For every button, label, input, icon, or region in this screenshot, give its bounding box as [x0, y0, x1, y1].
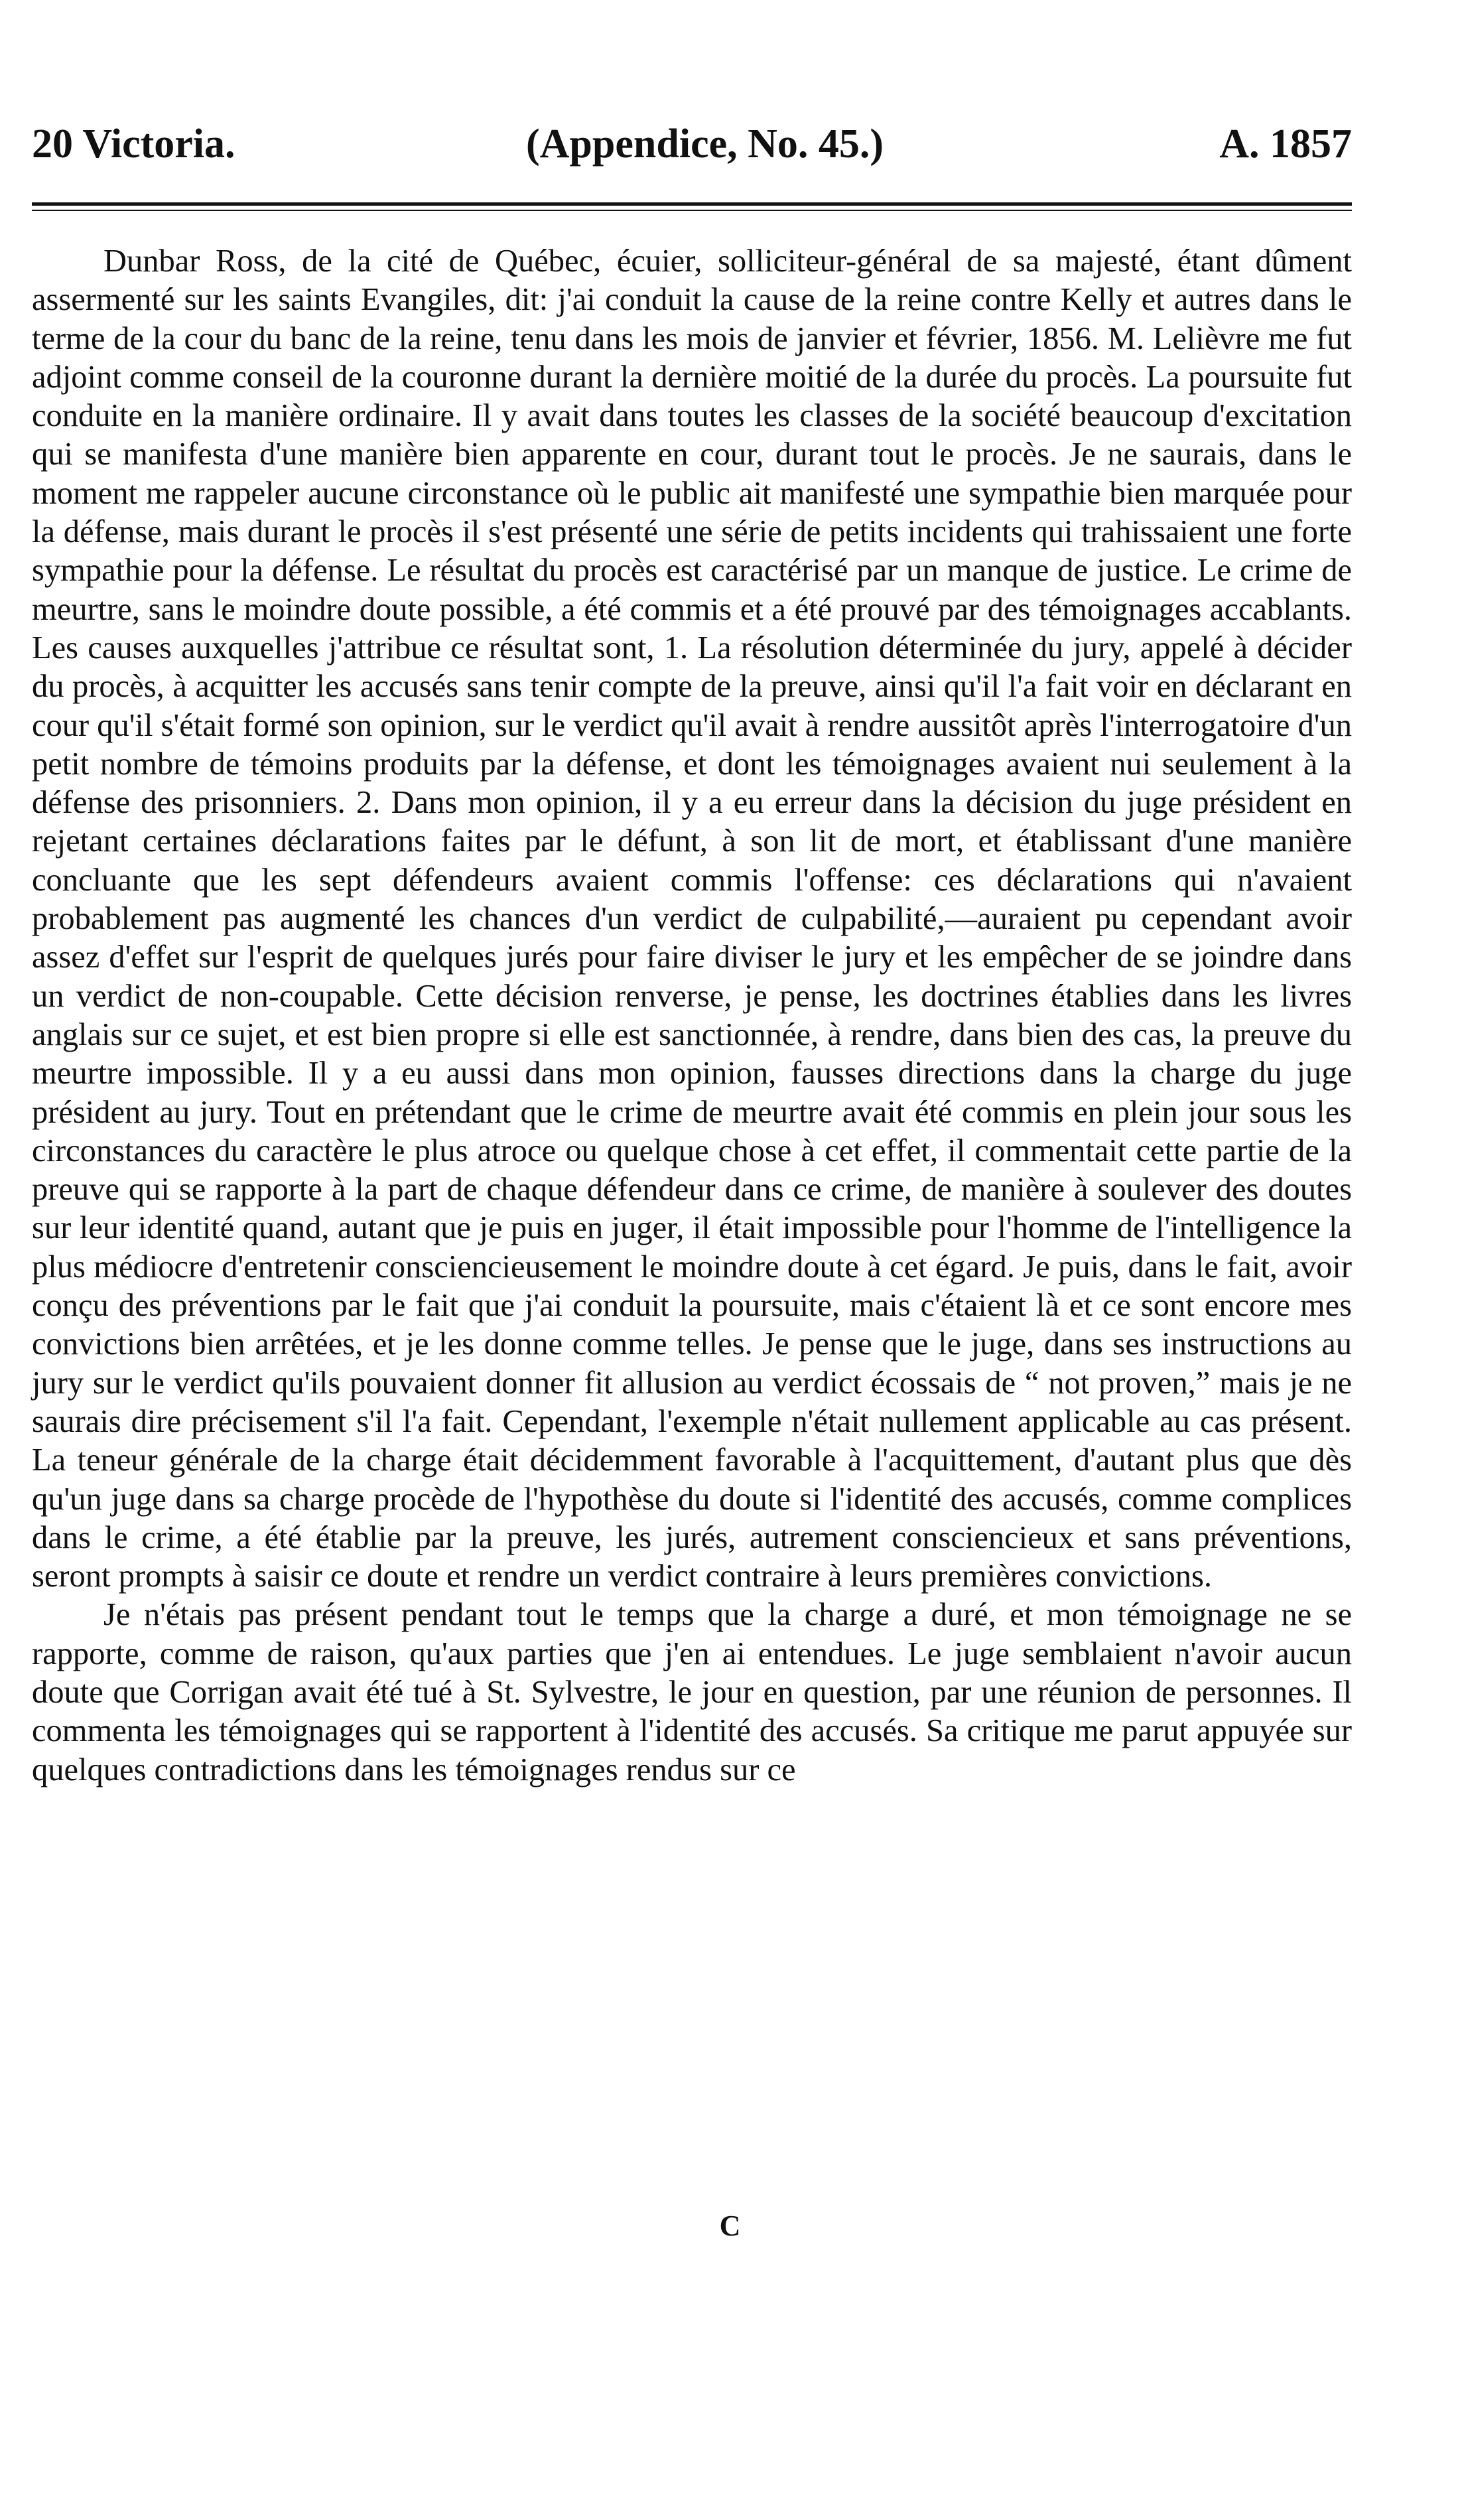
header-year: A. 1857 — [1219, 121, 1352, 167]
paragraph-testimony-1: Dunbar Ross, de la cité de Québec, écuier, solliciteur-général de sa majesté, étant dûment assermenté sur les saints Evangiles, dit: j'ai conduit la cause de la reine contre Kelly et autres dans le terme de la cour du banc de la reine, tenu dans les mois de janvier et février, 1856. M. Lelièvre me fut adjoint comme conseil de la couronne durant la dernière moitié de la durée du procès. La poursuite fut conduite en la manière ordinaire. Il y avait dans toutes les classes de la société beaucoup d'excitation qui se manifesta d'une manière bien apparente en cour, durant tout le procès. Je ne saurais, dans le moment me rappeler aucune circonstance où le public ait manifesté une sympathie bien marquée pour la défense, mais durant le procès il s'est présenté une série de petits incidents qui trahissaient une forte sympathie pour la défense. Le résultat du procès est caractérisé par un manque de justice. Le crime de meurtre, sans le moindre doute possible, a été commis et a été prouvé par des témoignages accablants. Les causes auxquelles j'attribue ce résultat sont, 1. La résolution déterminée du jury, appelé à décider du procès, à acquitter les accusés sans tenir compte de la preuve, ainsi qu'il l'a fait voir en déclarant en cour qu'il s'était formé son opinion, sur le verdict qu'il avait à rendre aussitôt après l'interrogatoire d'un petit nombre de témoins produits par la défense, et dont les témoignages avaient nui seulement à la défense des prisonniers. 2. Dans mon opinion, il y a eu erreur dans la décision du juge président en rejetant certaines déclarations faites par le défunt, à son lit de mort, et établissant d'une manière concluante que les sept défendeurs avaient commis l'offense: ces déclarations qui n'avaient probablement pas augmenté les chances d'un verdict de culpabilité,—auraient pu cependant avoir assez d'effet sur l'esprit de quelques jurés pour faire diviser le jury et les empêcher de se joindre dans un verdict de non-coupable. Cette décision renverse, je pense, les doctrines établies dans les livres anglais sur ce sujet, et est bien propre si elle est sanctionnée, à rendre, dans bien des cas, la preuve du meurtre impossible. Il y a eu aussi dans mon opinion, fausses directions dans la charge du juge président au jury. Tout en prétendant que le crime de meurtre avait été commis en plein jour sous les circonstances du caractère le plus atroce ou quelque chose à cet effet, il commentait cette partie de la preuve qui se rapporte à la part de chaque défendeur dans ce crime, de manière à soulever des doutes sur leur identité quand, autant que je puis en juger, il était impossible pour l'homme de l'intelligence la plus médiocre d'entretenir consciencieusement le moindre doute à cet égard. Je puis, dans le fait, avoir conçu des préventions par le fait que j'ai conduit la poursuite, mais c'étaient là et ce sont encore mes convictions bien arrêtées, et je les donne comme telles. Je pense que le juge, dans ses instructions au jury sur le verdict qu'ils pouvaient donner fit allusion au verdict écossais de “ not proven,” mais je ne saurais dire précisement s'il l'a fait. Cependant, l'exemple n'était nullement applicable au cas présent. La teneur générale de la charge était décidemment favorable à l'acquittement, d'autant plus que dès qu'un juge dans sa charge procède de l'hypothèse du doute si l'identité des accusés, comme complices dans le crime, a été établie par la preuve, les jurés, autrement consciencieux et sans préventions, seront prompts à saisir ce doute et rendre un verdict contraire à leurs premières convictions. — [32, 244, 1352, 1594]
header-rule-thin — [32, 210, 1352, 211]
paragraph-testimony-2: Je n'étais pas présent pendant tout le temps que la charge a duré, et mon témoignage ne se rapporte, comme de raison, qu'aux parties que j'en ai entendues. Le juge semblaient n'avoir aucun doute que Corrigan avait été tué à St. Sylvestre, le jour en question, par une réunion de personnes. Il commenta les témoignages qui se rapportent à l'identité des accusés. Sa critique me parut appuyée sur quelques contradictions dans les témoignages rendus sur ce — [32, 1597, 1352, 1787]
header-appendix-number: (Appendice, No. 45.) — [526, 121, 884, 167]
running-header — [32, 114, 1352, 174]
header-rule-thick — [32, 202, 1352, 206]
body-text — [32, 242, 1352, 1789]
header-session: 20 Victoria. — [32, 121, 235, 167]
signature-mark: C — [719, 2209, 741, 2242]
